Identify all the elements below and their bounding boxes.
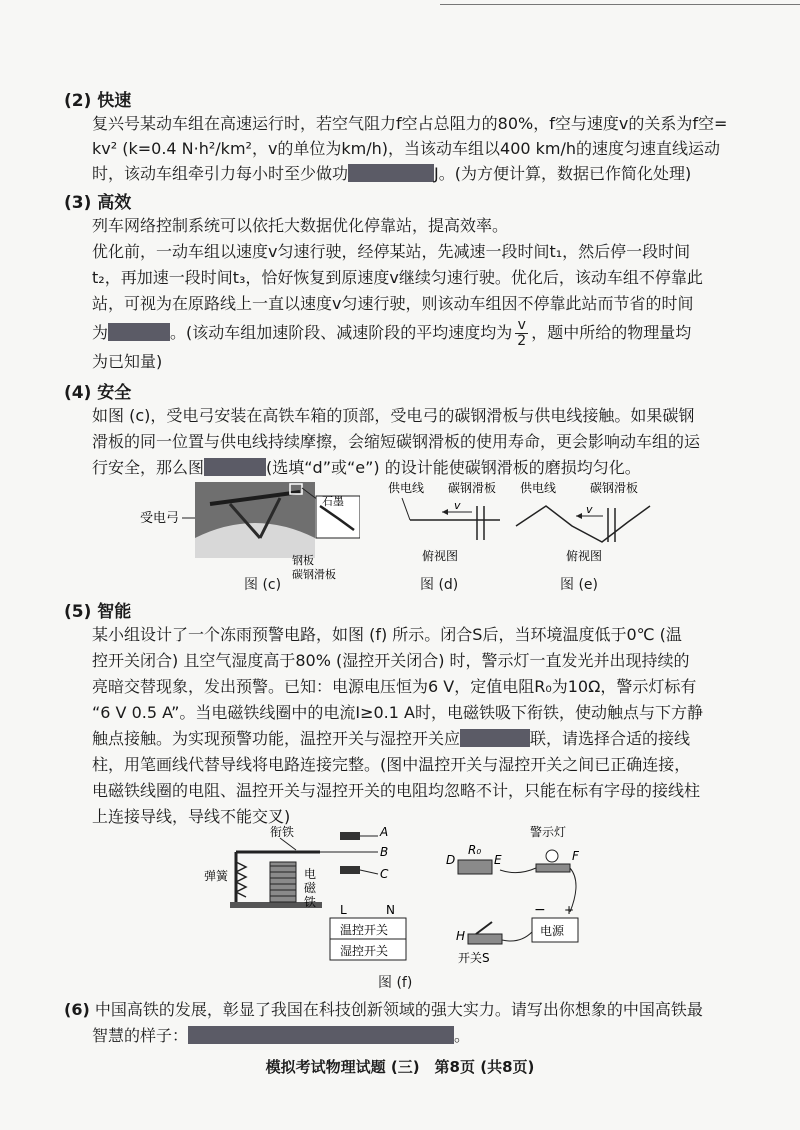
q5-text: 联，请选择合适的接线 (530, 729, 691, 748)
q4-text: (选填“d”或“e”) 的设计能使碳钢滑板的磨损均匀化。 (266, 458, 641, 477)
figure-c-pantograph (140, 478, 360, 588)
q3-text: 为 (92, 323, 109, 342)
label-power: 电源 (540, 924, 565, 938)
page-footer: 模拟考试物理试题 (三) 第8页 (共8页) (265, 1058, 535, 1076)
label-carbon-slide: 碳钢滑板 (590, 481, 639, 495)
label-minus: − (534, 902, 546, 918)
q5-line-4: “6 V 0.5 A”。当电磁铁线圈中的电流I≥0.1 A时，电磁铁吸下衔铁，使动触点与下方静 (92, 703, 703, 722)
q2-text: 时，该动车组牵引力每小时至少做功 (92, 164, 349, 183)
label-pantograph: 受电弓 (140, 511, 180, 526)
q2-text: 复兴号某动车组在高速运行时，若空气阻力 (92, 114, 397, 133)
question-4-number: (4) (64, 383, 92, 403)
label-humidity-switch: 湿控开关 (340, 944, 389, 958)
q5-line-7: 电磁铁线圈的电阻、温控开关与湿控开关的电阻均忽略不计，只能在标有字母的接线柱 (92, 781, 701, 800)
question-3-title: 高效 (97, 193, 132, 213)
q2-text: J。(为方便计算，数据已作简化处理) (434, 164, 692, 183)
q3-text: 。(该动车组加速阶段、减速阶段的平均速度均为 (170, 323, 513, 342)
resistor-r0 (458, 860, 492, 874)
question-4-title: 安全 (97, 383, 132, 403)
question-5-heading (64, 597, 131, 622)
fraction-numerator: v (515, 318, 528, 334)
terminal-l[interactable]: L (340, 903, 347, 917)
q4-line-1: 如图 (c)，受电弓安装在高铁车箱的顶部，受电弓的碳钢滑板与供电线接触。如果碳钢 (92, 406, 695, 425)
terminal-n[interactable]: N (386, 903, 395, 917)
label-supply-wire: 供电线 (520, 481, 557, 495)
q5-line-1: 某小组设计了一个冻雨预警电路，如图 (f) 所示。闭合S后，当环境温度低于0℃ (温 (92, 625, 682, 644)
question-3-heading (64, 188, 131, 213)
q3-line-4: 站，可视为在原路线上一直以速度v匀速行驶，则该动车组因不停靠此站而节省的时间 (92, 294, 694, 313)
answer-blank[interactable] (108, 323, 170, 341)
label-top-view: 俯视图 (566, 549, 603, 563)
label-top-view: 俯视图 (422, 549, 459, 563)
label-plus: + (564, 903, 575, 917)
label-graphite: 石墨 (322, 495, 344, 508)
q4-line-3 (92, 456, 641, 480)
figure-f-circuit (200, 822, 600, 982)
answer-blank[interactable] (188, 1026, 454, 1044)
q4-line-2: 滑板的同一位置与供电线持续摩擦，会缩短碳钢滑板的使用寿命，更会影响动车组的运 (92, 432, 701, 451)
answer-blank[interactable] (348, 164, 434, 182)
q3-line-1: 列车网络控制系统可以依托大数据优化停靠站，提高效率。 (92, 216, 509, 235)
terminal-c[interactable]: C (380, 867, 389, 881)
q5-line-5 (92, 727, 690, 751)
q6-line-1 (64, 998, 703, 1022)
q2-line-3 (92, 162, 691, 186)
label-armature: 衔铁 (270, 825, 295, 839)
terminal-f[interactable]: F (572, 849, 579, 863)
switch-s (468, 934, 502, 944)
question-2-title: 快速 (97, 91, 132, 111)
q5-line-3: 亮暗交替现象，发出预警。已知：电源电压恒为6 V，定值电阻R₀为10Ω，警示灯标有 (92, 677, 697, 696)
label-electromagnet-2: 磁 (304, 881, 317, 895)
label-switch-s: 开关S (458, 951, 490, 965)
figure-e-zigzag-wire (510, 478, 660, 568)
label-warning-lamp: 警示灯 (530, 825, 567, 839)
label-carbon-slide: 碳钢滑板 (292, 568, 336, 581)
q6-text: 。 (454, 1026, 471, 1045)
question-4-heading (64, 378, 131, 403)
q3-line-3: t₂，再加速一段时间t₃，恰好恢复到原速度v继续匀速行驶。优化后，该动车组不停靠此 (92, 268, 703, 287)
terminal-b[interactable]: B (380, 845, 389, 859)
figure-d-straight-wire (380, 478, 510, 568)
q3-line-5 (92, 318, 691, 349)
label-velocity: v (586, 503, 593, 516)
terminal-d[interactable]: D (446, 853, 456, 867)
q5-line-6: 柱，用笔画线代替导线将电路连接完整。(图中温控开关与湿控开关之间已正确连接， (92, 755, 691, 774)
caption-figure-e: 图 (e) (560, 577, 598, 593)
q2-text: f空占总阻力的80%，f空与速度v的关系为f空= (396, 114, 728, 133)
question-5-number: (5) (64, 602, 92, 622)
q5-text: 触点接触。为实现预警功能，温控开关与湿控开关应 (92, 729, 461, 748)
question-5-title: 智能 (97, 602, 132, 622)
question-2-heading (64, 86, 131, 111)
supply-wire-zigzag (516, 506, 650, 542)
question-2-number: (2) (64, 91, 92, 111)
question-6-number: (6) (64, 1000, 90, 1019)
q5-line-2: 控开关闭合) 且空气湿度高于80% (湿控开关闭合) 时，警示灯一直发光并出现持续的 (92, 651, 690, 670)
warning-lamp-bulb (546, 850, 558, 862)
q2-line-1 (92, 112, 727, 136)
terminal-h[interactable]: H (456, 929, 466, 943)
fraction-v-over-2 (515, 318, 528, 349)
q2-line-2: kv² (k=0.4 N·h²/km²，v的单位为km/h)，当该动车组以400 km/h的速度匀速直线运动 (92, 139, 721, 158)
answer-blank[interactable] (460, 729, 530, 747)
caption-figure-d: 图 (d) (420, 577, 459, 593)
caption-figure-c: 图 (c) (244, 577, 282, 593)
q3-text: ，题中所给的物理量均 (531, 323, 692, 342)
q5-line-8: 上连接导线，导线不能交叉) (92, 807, 291, 826)
q3-line-6: 为已知量) (92, 352, 163, 371)
label-electromagnet-1: 电 (304, 867, 317, 881)
terminal-e[interactable]: E (494, 853, 502, 867)
label-temp-switch: 温控开关 (340, 923, 389, 937)
top-rule (440, 4, 800, 5)
q3-line-2: 优化前，一动车组以速度v匀速行驶，经停某站，先减速一段时间t₁，然后停一段时间 (92, 242, 691, 261)
label-electromagnet-3: 铁 (304, 895, 317, 909)
q6-text: 中国高铁的发展，彰显了我国在科技创新领域的强大实力。请写出你想象的中国高铁最 (94, 1000, 703, 1019)
q6-line-2 (92, 1024, 470, 1048)
label-spring: 弹簧 (204, 869, 229, 883)
answer-blank[interactable] (204, 458, 266, 476)
terminal-a[interactable]: A (380, 825, 389, 839)
q6-text: 智慧的样子： (92, 1026, 189, 1045)
caption-figure-f: 图 (f) (378, 975, 413, 991)
question-3-number: (3) (64, 193, 92, 213)
fraction-denominator: 2 (517, 333, 527, 349)
label-steel-plate: 钢板 (292, 554, 314, 567)
label-velocity: v (454, 499, 461, 512)
q4-text: 行安全，那么图 (92, 458, 205, 477)
label-supply-wire: 供电线 (388, 481, 425, 495)
label-carbon-slide: 碳钢滑板 (448, 481, 497, 495)
label-r0: R₀ (468, 843, 482, 857)
